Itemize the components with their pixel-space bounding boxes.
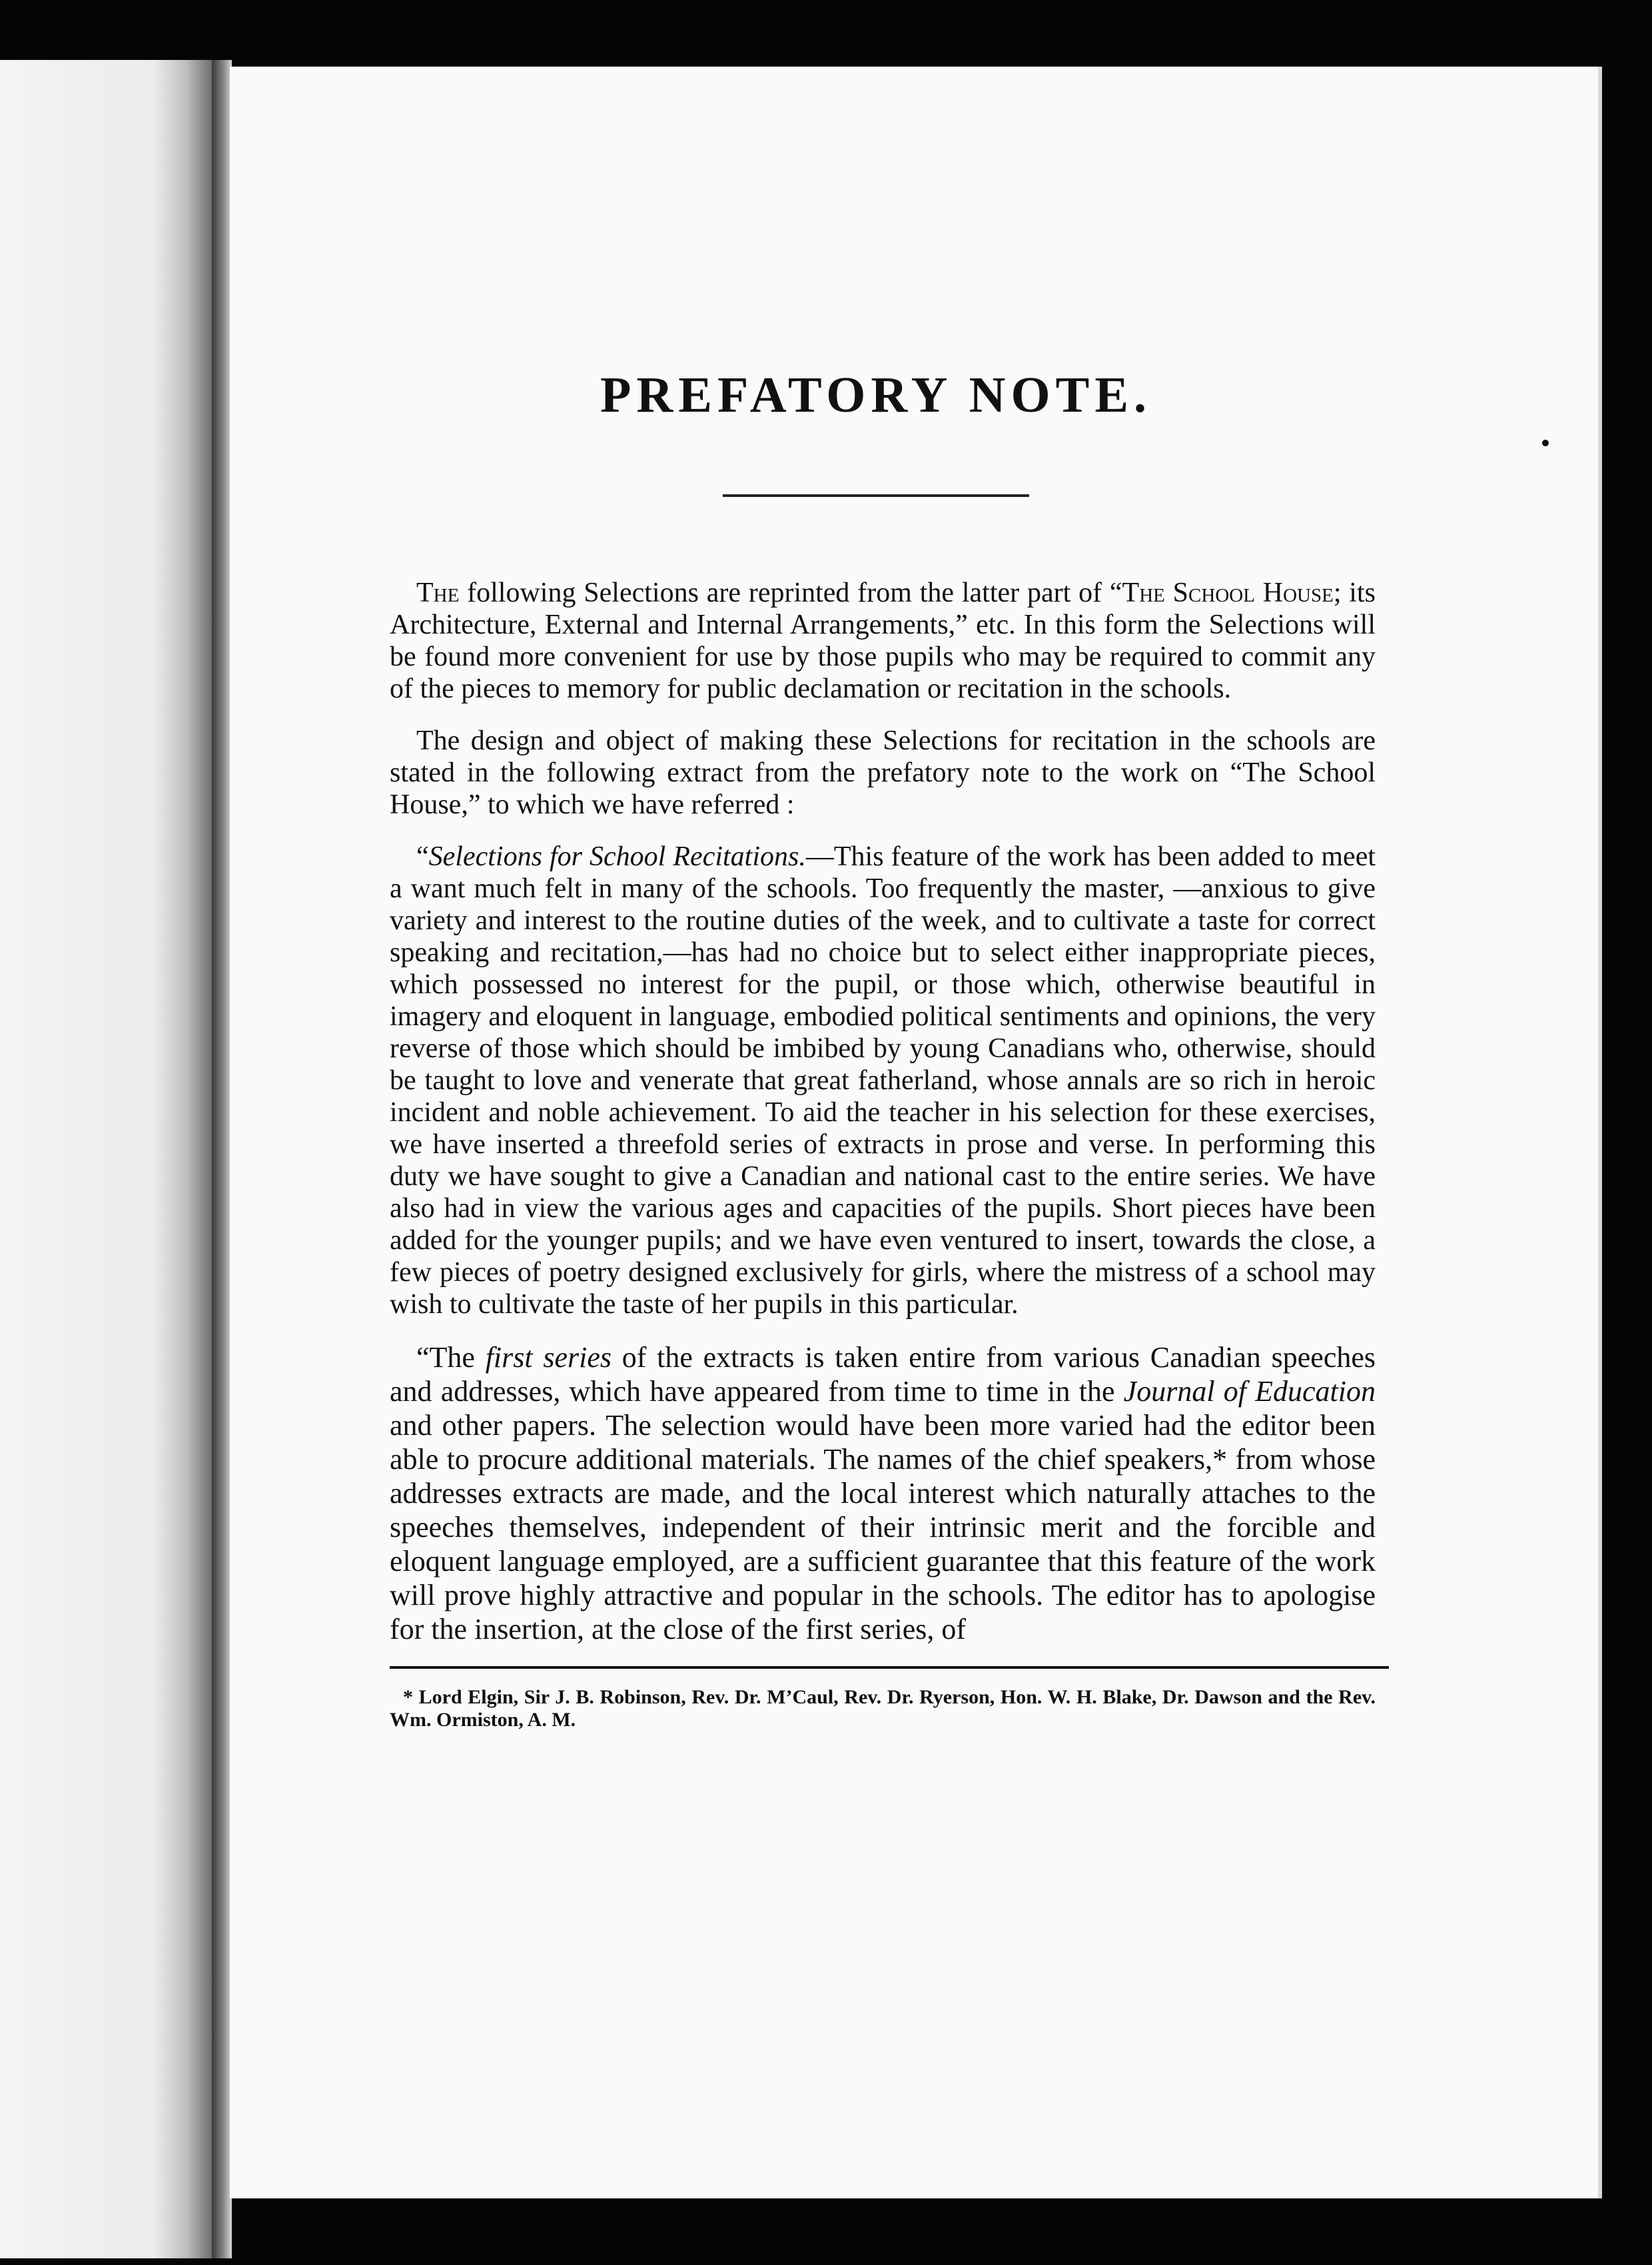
first-series-italic: first series <box>485 1341 612 1374</box>
lead-small-caps: The <box>416 578 460 608</box>
book-title-small-caps: The School House <box>1122 578 1334 608</box>
book-page <box>230 67 1602 2198</box>
paragraph-4-text-b: and other papers. The selection would have been more varied had the editor been able to procure additional materials. The names of the chief speakers,* from whose addresses extracts are made, and the local interest which naturally attaches to the speeches themselves, independent of their intrinsic merit and the forcible and eloquent language employed, are a sufficient guarantee that this feature of the work will prove highly attractive and popular in the schools. The editor has to apologise for the insertion, at the close of the first series, of <box>390 1409 1376 1645</box>
journal-title-italic: Journal of Education <box>1123 1375 1376 1408</box>
section-heading-italic: Selections for School Recitations. <box>428 841 806 872</box>
paragraph-2: The design and object of making these Selections for recitation in the schools are stated in the following extract from the prefatory note to the work on “The School House,” to which we have referred : <box>390 725 1376 820</box>
footnote: * Lord Elgin, Sir J. B. Robinson, Rev. Dr. M’Caul, Rev. Dr. Ryerson, Hon. W. H. Blake, Dr. Dawson and the Rev. Wm. Ormiston, A. M. <box>390 1686 1376 1731</box>
facing-page-edge <box>0 60 220 2258</box>
page-content <box>390 366 1376 1731</box>
scan-speck <box>1542 440 1549 446</box>
paragraph-3-text: —This feature of the work has been added to meet a want much felt in many of the schools. Too frequently the master, —anxious to give variety and interest to the routine duties of the week, and to cultivate a taste for correct speaking and recitation,—has had no choice but to select either inappropriate pieces, which possessed no interest for the pupil, or those which, otherwise beautiful in imagery and eloquent in language, embodied political sentiments and opinions, the very reverse of those which should be imbibed by young Canadians who, otherwise, should be taught to love and venerate that great fatherland, whose annals are so rich in heroic incident and noble achievement. To aid the teacher in his selection for these exercises, we have inserted a threefold series of extracts in prose and verse. In performing this duty we have sought to give a Canadian and national cast to the entire series. We have also had in view the various ages and capacities of the pupils. Short pieces have been added for the younger pupils; and we have even ventured to insert, towards the close, a few pieces of poetry designed exclusively for girls, where the mistress of a school may wish to cultivate the taste of her pupils in this particular. <box>390 841 1376 1320</box>
footnote-divider <box>390 1666 1389 1669</box>
paragraph-3 <box>390 841 1376 1320</box>
paragraph-4-text-a: of the extracts is taken entire from various Canadian speeches and addresses, which have appeared from time to time in the <box>390 1341 1376 1408</box>
paragraph-1 <box>390 577 1376 705</box>
title-divider <box>723 494 1029 497</box>
paragraph-1-text-b: ; its Architecture, External and Internal Arrangements,” etc. In this form the Selections will be found more convenient for use by those pupils who may be required to commit any of the pieces to memory for public declamation or recitation in the schools. <box>390 578 1376 704</box>
paragraph-1-text-a: following Selections are reprinted from the latter part of “ <box>459 578 1122 608</box>
paragraph-4-open: “The <box>416 1341 486 1374</box>
paragraph-4 <box>390 1340 1376 1646</box>
open-quote: “ <box>416 841 429 872</box>
book-spine-shadow <box>212 60 232 2258</box>
page-title: PREFATORY NOTE. <box>600 367 1152 423</box>
